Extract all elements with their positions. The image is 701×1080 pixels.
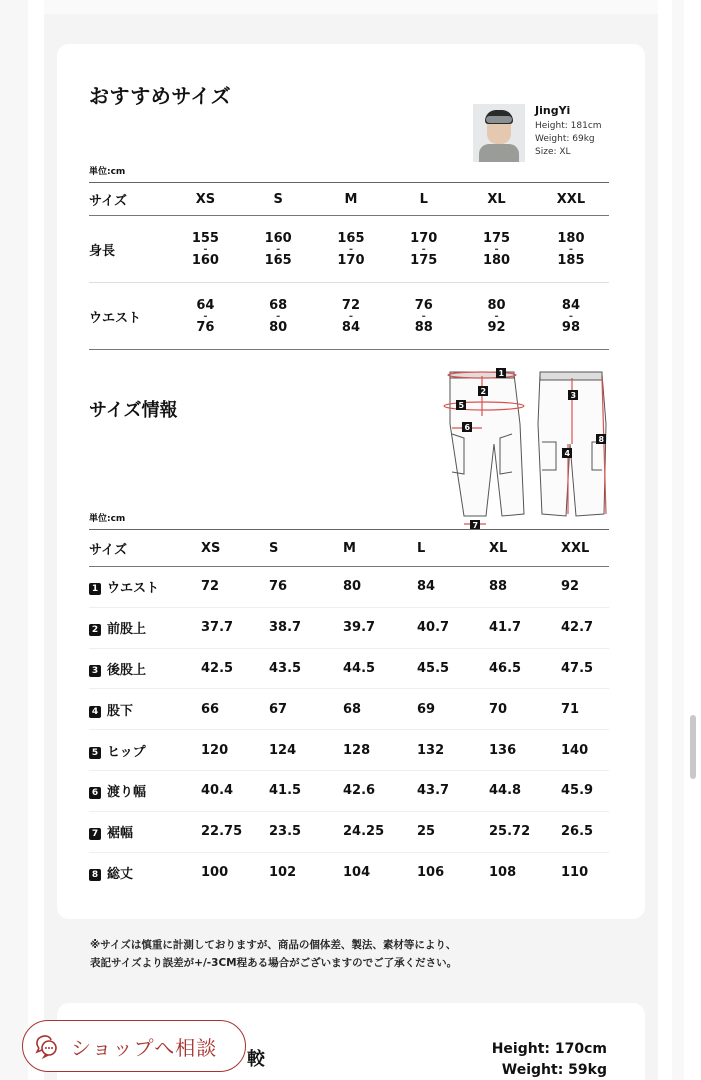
cell-value: 92 <box>561 579 580 595</box>
recommended-size-table <box>89 182 609 350</box>
cell-value: 45.5 <box>417 660 450 676</box>
chat-bubble-icon <box>33 1032 61 1060</box>
model-name: JingYi <box>535 104 571 117</box>
range-min: 170 <box>410 230 438 246</box>
cell-value: 40.4 <box>201 783 234 799</box>
scrollbar-thumb[interactable] <box>690 715 696 779</box>
cell-value: 67 <box>269 701 288 717</box>
header-m: M <box>343 540 356 556</box>
svg-text:7: 7 <box>472 521 479 529</box>
header-xs: XS <box>201 540 221 556</box>
range-min: 84 <box>561 297 580 313</box>
range-dash: - <box>348 310 354 322</box>
range-dash: - <box>568 310 574 322</box>
model-info <box>535 104 602 162</box>
cell-value: 47.5 <box>561 660 594 676</box>
cell-value: 84 <box>417 579 436 595</box>
header-xl: XL <box>489 540 508 556</box>
svg-text:2: 2 <box>480 387 487 396</box>
cell-value: 68 <box>343 701 362 717</box>
range-max: 170 <box>337 252 365 268</box>
cell-value: 44.8 <box>489 783 522 799</box>
cell-value: 46.5 <box>489 660 522 676</box>
svg-text:1: 1 <box>498 369 505 378</box>
cell-value: 26.5 <box>561 824 594 840</box>
range-max: 84 <box>341 319 360 335</box>
range-max: 98 <box>561 319 580 335</box>
cell-value: 72 <box>201 579 220 595</box>
range-min: 175 <box>482 230 511 246</box>
table-row <box>89 216 609 283</box>
svg-text:4: 4 <box>564 449 571 458</box>
model-photo <box>473 104 525 162</box>
row-label-height: 身長 <box>89 243 116 259</box>
range-max: 76 <box>196 319 215 335</box>
range-min: 72 <box>341 297 360 313</box>
comparison-title: 較 <box>247 1049 265 1070</box>
header-xxl: XXL <box>561 540 590 556</box>
range-max: 88 <box>414 319 433 335</box>
cell-value: 37.7 <box>201 620 234 636</box>
table-header-row <box>89 183 609 216</box>
cell-value: 40.7 <box>417 620 450 636</box>
table-row <box>89 770 609 811</box>
cell-value: 25 <box>417 824 436 840</box>
range-max: 175 <box>410 252 438 268</box>
note-line-2: 表記サイズより誤差が+/-3CM程ある場合がございますのでご了承ください。 <box>90 957 458 969</box>
left-gutter <box>28 0 44 1080</box>
range-dash: - <box>494 243 499 255</box>
header-l: L <box>417 540 426 556</box>
model-weight: Weight: 69kg <box>535 134 595 144</box>
cell-value: 124 <box>269 742 297 758</box>
range-min: 68 <box>269 297 288 313</box>
row-label: 股下 <box>107 703 134 719</box>
cell-value: 132 <box>417 742 445 758</box>
number-badge-icon: 6 <box>89 787 101 799</box>
cell-value: 38.7 <box>269 620 302 636</box>
range-min: 180 <box>557 230 585 246</box>
shop-consult-label: ショップへ相談 <box>71 1035 218 1060</box>
number-badge-icon: 8 <box>89 869 101 881</box>
cell-value: 45.9 <box>561 783 594 799</box>
number-badge-icon: 4 <box>89 706 101 718</box>
model-size: Size: XL <box>535 147 571 157</box>
cell-value: 136 <box>489 742 517 758</box>
table-row <box>89 607 609 648</box>
svg-text:6: 6 <box>464 423 471 432</box>
comparison-weight: Weight: 59kg <box>501 1062 607 1078</box>
cell-value: 102 <box>269 865 297 881</box>
cell-value: 43.5 <box>269 660 302 676</box>
row-label: 前股上 <box>107 622 147 638</box>
header-xs: XS <box>195 191 216 207</box>
range-min: 76 <box>414 297 433 313</box>
row-label: 総丈 <box>107 867 134 883</box>
cell-value: 23.5 <box>269 824 302 840</box>
cell-value: 43.7 <box>417 783 450 799</box>
range-min: 80 <box>487 297 506 313</box>
number-badge-icon: 7 <box>89 828 101 840</box>
recommended-size-title: おすすめサイズ <box>89 84 232 108</box>
table-row <box>89 283 609 350</box>
size-disclaimer-note <box>90 936 457 972</box>
unit-label-2: 単位:cm <box>89 514 126 524</box>
range-min: 160 <box>264 230 292 246</box>
cell-value: 41.5 <box>269 783 302 799</box>
cell-value: 110 <box>561 865 589 881</box>
table-row <box>89 567 609 608</box>
header-m: M <box>344 191 358 207</box>
shop-consult-button[interactable] <box>22 1020 246 1072</box>
pants-measurement-diagram <box>442 364 612 529</box>
svg-text:8: 8 <box>598 435 605 444</box>
left-margin <box>0 0 28 1080</box>
range-max: 92 <box>487 319 506 335</box>
range-min: 155 <box>191 230 219 246</box>
cell-value: 100 <box>201 865 229 881</box>
size-info-table <box>89 529 609 893</box>
range-dash: - <box>421 310 426 322</box>
cell-value: 41.7 <box>489 620 522 636</box>
cell-value: 88 <box>489 579 508 595</box>
range-dash: - <box>421 243 426 255</box>
model-profile <box>473 104 602 162</box>
comparison-height: Height: 170cm <box>491 1041 607 1057</box>
cell-value: 69 <box>417 701 436 717</box>
cell-value: 39.7 <box>343 620 376 636</box>
table-row <box>89 689 609 730</box>
header-s: S <box>273 191 283 207</box>
size-info-title: サイズ情報 <box>89 400 178 421</box>
cell-value: 120 <box>201 742 229 758</box>
row-label: ヒップ <box>107 744 146 760</box>
header-l: L <box>419 191 428 207</box>
range-min: 64 <box>196 297 215 313</box>
header-s: S <box>269 540 279 556</box>
header-size: サイズ <box>89 193 127 209</box>
table-row <box>89 811 609 852</box>
svg-text:5: 5 <box>458 401 465 410</box>
table-row <box>89 852 609 893</box>
row-label: 後股上 <box>107 662 147 678</box>
number-badge-icon: 3 <box>89 665 101 677</box>
table-header-row <box>89 530 609 567</box>
cell-value: 71 <box>561 701 580 717</box>
range-max: 185 <box>557 252 585 268</box>
range-dash: - <box>203 243 208 255</box>
row-label: 渡り幅 <box>107 785 147 801</box>
model-height: Height: 181cm <box>535 121 602 131</box>
range-dash: - <box>348 243 354 255</box>
row-label: 裾幅 <box>107 826 134 842</box>
cell-value: 76 <box>269 579 288 595</box>
range-dash: - <box>203 310 208 322</box>
note-line-1: ※サイズは慎重に計測しておりますが、商品の個体差、製法、素材等により、 <box>90 939 457 951</box>
number-badge-icon: 2 <box>89 624 101 636</box>
range-max: 80 <box>269 319 288 335</box>
range-dash: - <box>568 243 574 255</box>
range-dash: - <box>276 243 281 255</box>
cell-value: 140 <box>561 742 589 758</box>
svg-text:3: 3 <box>570 391 577 400</box>
range-max: 180 <box>482 252 511 268</box>
cell-value: 42.7 <box>561 620 594 636</box>
cell-value: 24.25 <box>343 824 385 840</box>
range-max: 160 <box>191 252 219 268</box>
header-xl: XL <box>487 191 506 207</box>
unit-label: 単位:cm <box>89 167 126 177</box>
table-row <box>89 730 609 771</box>
number-badge-icon: 5 <box>89 747 101 759</box>
header-size: サイズ <box>89 542 127 558</box>
cell-value: 44.5 <box>343 660 376 676</box>
cell-value: 80 <box>343 579 362 595</box>
range-min: 165 <box>337 230 365 246</box>
table-row <box>89 648 609 689</box>
range-dash: - <box>494 310 499 322</box>
row-label: ウエスト <box>107 581 160 597</box>
cell-value: 108 <box>489 865 517 881</box>
row-label-waist: ウエスト <box>89 310 142 326</box>
comparison-stats <box>492 1039 607 1080</box>
right-gutter <box>672 0 684 1080</box>
range-dash: - <box>276 310 281 322</box>
cell-value: 104 <box>343 865 371 881</box>
cell-value: 70 <box>489 701 508 717</box>
cell-value: 128 <box>343 742 371 758</box>
cell-value: 25.72 <box>489 824 531 840</box>
cell-value: 42.5 <box>201 660 234 676</box>
number-badge-icon: 1 <box>89 583 101 595</box>
size-guide-card <box>57 44 645 919</box>
range-max: 165 <box>264 252 292 268</box>
cell-value: 106 <box>417 865 445 881</box>
header-xxl: XXL <box>556 191 586 207</box>
cell-value: 42.6 <box>343 783 376 799</box>
cell-value: 22.75 <box>201 824 243 840</box>
cell-value: 66 <box>201 701 220 717</box>
